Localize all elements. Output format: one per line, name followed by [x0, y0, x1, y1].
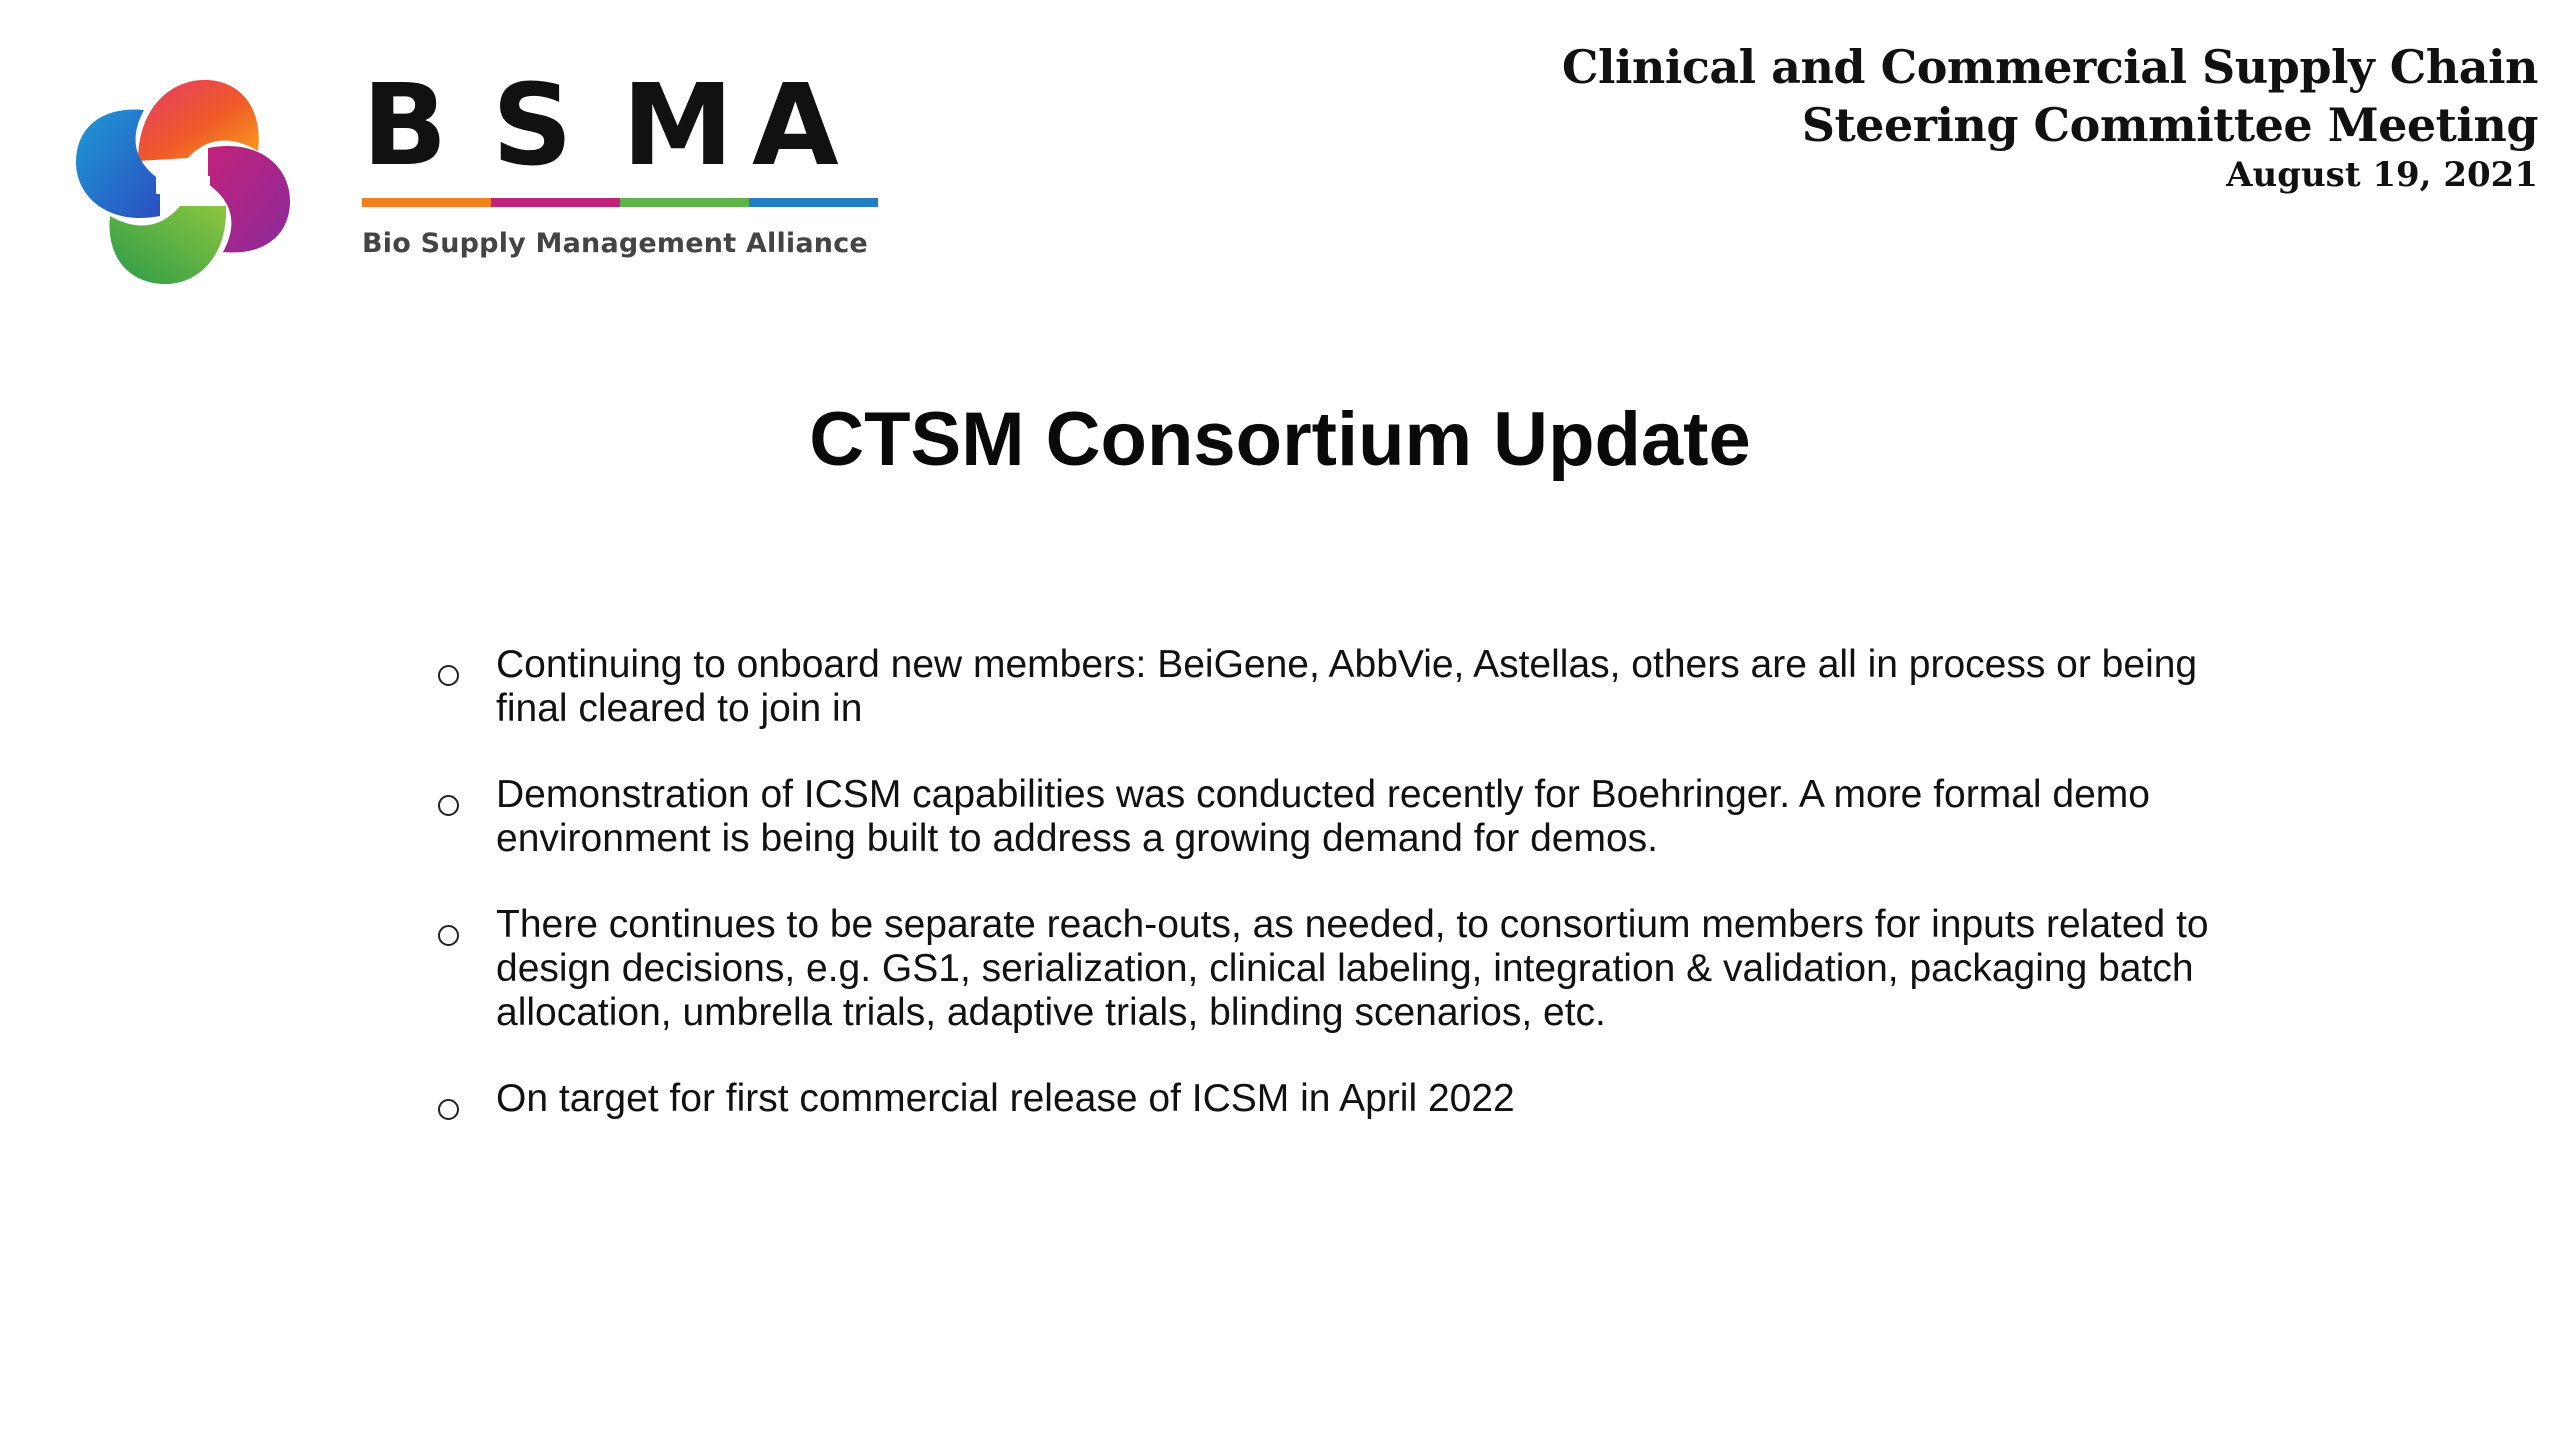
rule-segment [620, 198, 749, 207]
meeting-title-line-2: Steering Committee Meeting [1801, 98, 2538, 152]
bullet-list [432, 643, 2232, 1173]
bullet-text: Continuing to onboard new members: BeiGene, AbbVie, Astellas, others are all in process or being final cleared to join in [496, 643, 2198, 730]
logo-letter: B [362, 61, 448, 191]
hollow-circle-bullet-icon [432, 643, 496, 697]
bullet-item [432, 773, 2232, 861]
logo-letter: S [492, 61, 573, 191]
rule-segment [362, 198, 491, 207]
bullet-text: Demonstration of ICSM capabilities was conducted recently for Boehringer. A more formal demo environment is being built to address a growing demand for demos. [496, 773, 2150, 860]
bsma-logo-mark-icon [68, 66, 298, 296]
meeting-header [1562, 38, 2538, 196]
bsma-letters [362, 61, 852, 191]
hollow-circle-bullet-icon [432, 1077, 496, 1131]
bullet-item [432, 903, 2232, 1035]
rule-segment [749, 198, 878, 207]
meeting-title-line-1: Clinical and Commercial Supply Chain [1561, 40, 2538, 94]
bullet-item [432, 1077, 2232, 1131]
logo-letter: M [622, 61, 734, 191]
bullet-text: On target for first commercial release of ICSM in April 2022 [496, 1077, 1515, 1120]
bullet-item [432, 643, 2232, 731]
bullet-text: There continues to be separate reach-outs, as needed, to consortium members for inputs related to design decisions, e.g. GS1, serialization, clinical labeling, integration & validation, packaging batch allocation, umbrella trials, adaptive trials, blinding scenarios, etc. [496, 903, 2209, 1034]
bsma-wordmark [362, 61, 882, 276]
slide-title: CTSM Consortium Update [809, 397, 1751, 482]
logo-color-rule [362, 198, 878, 207]
logo-letter: A [752, 61, 839, 191]
logo-subtitle: Bio Supply Management Alliance [362, 228, 868, 259]
meeting-date: August 19, 2021 [2226, 155, 2538, 195]
hollow-circle-bullet-icon [432, 903, 496, 957]
rule-segment [491, 198, 620, 207]
hollow-circle-bullet-icon [432, 773, 496, 827]
